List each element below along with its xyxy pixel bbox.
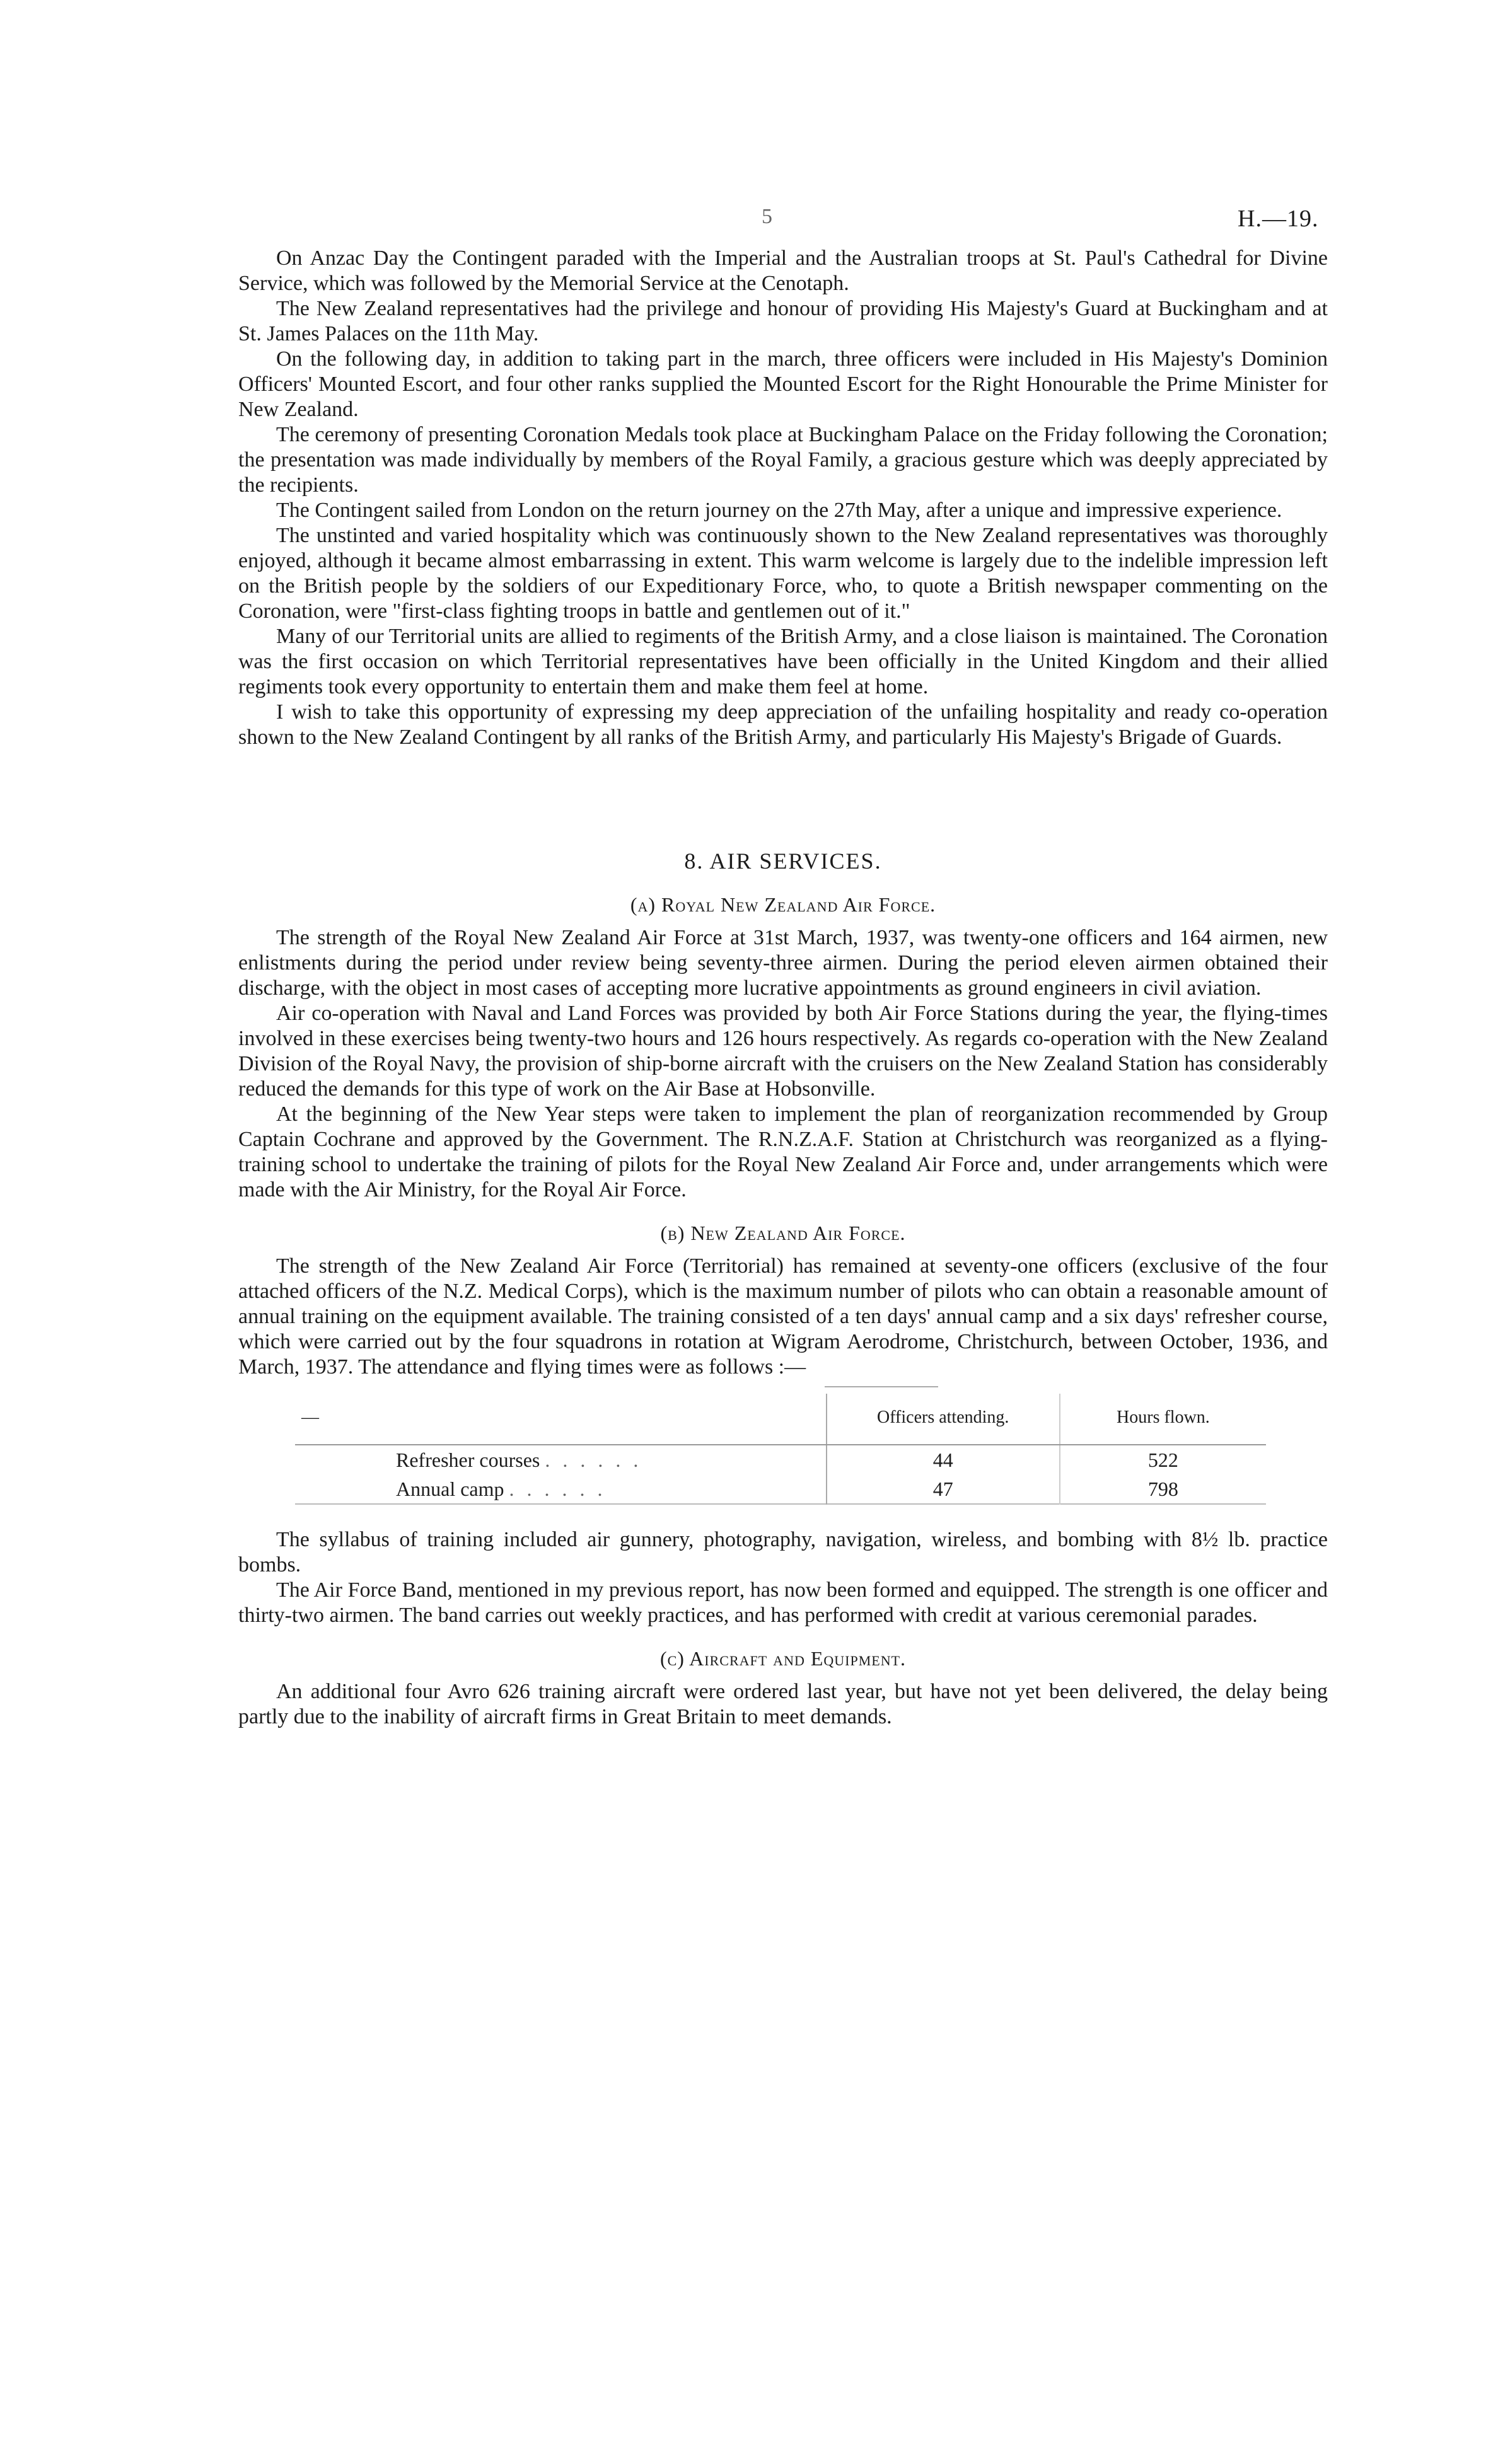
paragraph-avro-aircraft: An additional four Avro 626 training aircraft were ordered last year, but have not yet been delivered, the delay being partly due to the inability of aircraft firms in Great Britain to meet demands. [238,1680,1328,1728]
row-label-refresher: Refresher courses [396,1449,540,1471]
cell-officers-refresher: 44 [827,1445,1060,1474]
table-top-rule [825,1386,938,1387]
paragraph-air-cooperation: Air co-operation with Naval and Land Forces was provided by both Air Force Stations during the year, the flying-times involved in these exercises being twenty-two hours and 126 hours respectively. As regards co-operation with the New Zealand Division of the Royal Navy, the provision of ship-borne aircraft with the cruisers on the New Zealand Station has considerably reduced the demands for this type of work on the Air Base at Hobsonville. [238,1002,1328,1101]
paragraph-reorganization: At the beginning of the New Year steps were taken to implement the plan of reorganization recommended by Group Captain Cochrane and approved by the Government. The R.N.Z.A.F. Station at Christchurch was reorganized as a flying-training school to undertake the training of pilots for the Royal New Zealand Air Force and, under arrangements which were made with the Air Ministry, for the Royal Air Force. [238,1102,1328,1201]
leader-dots: . . . . . . [509,1478,607,1500]
table-cell-label [295,1445,827,1474]
page-header [0,205,1498,243]
section-heading-air-services: 8. AIR SERVICES. [684,848,882,874]
subheading-aircraft-equipment: (c) Aircraft and Equipment. [659,1647,907,1670]
paragraph-nzaf-strength: The strength of the New Zealand Air Force (Territorial) has remained at seventy-one officers (exclusive of the four attached officers of the N.Z. Medical Corps), which is the maximum number of pilots who can obtain a reasonable amount of annual training on the equipment available. The training consisted of a ten days' annual camp and a six days' refresher course, which were carried out by the four squadrons in rotation at Wigram Aerodrome, Christchurch, between October, 1936, and March, 1937. The attendance and flying times were as follows :— [238,1254,1328,1379]
table-header-row [295,1394,1266,1445]
table-bottom-rule [295,1504,1266,1518]
table-header-officers: Officers attending. [827,1394,1060,1445]
paragraph-rnzaf-strength: The strength of the Royal New Zealand Air Force at 31st March, 1937, was twenty-one officers and 164 airmen, new enlistments during the period under review being seventy-three airmen. During the period eleven airmen obtained their discharge, with the object in most cases of accepting more lucrative appointments as ground engineers in civil aviation. [238,926,1328,1000]
table-header-hours: Hours flown. [1060,1394,1266,1445]
paragraph-territorial-units: Many of our Territorial units are allied to regiments of the British Army, and a close liaison is maintained. The Coronation was the first occasion on which Territorial representatives have been officially in the United Kingdom and their allied regiments took every opportunity to entertain them and make them feel at home. [238,625,1328,698]
document-body [238,246,1328,1730]
subheading-nzaf: (b) New Zealand Air Force. [660,1222,906,1244]
paragraph-appreciation: I wish to take this opportunity of expressing my deep appreciation of the unfailing hospitality and ready co-operation shown to the New Zealand Contingent by all ranks of the British Army, and particularly His Majesty's Brigade of Guards. [238,700,1328,749]
cell-officers-annual-camp: 47 [827,1474,1060,1504]
row-label-annual-camp: Annual camp [396,1478,504,1500]
paragraph-anzac-day: On Anzac Day the Contingent paraded with the Imperial and the Australian troops at St. Paul's Cathedral for Divine Service, which was followed by the Memorial Service at the Cenotaph. [238,246,1328,295]
paragraph-coronation-medals: The ceremony of presenting Coronation Medals took place at Buckingham Palace on the Friday following the Coronation; the presentation was made individually by members of the Royal Family, a gracious gesture which was deeply appreciated by the recipients. [238,423,1328,497]
table-row [295,1445,1266,1474]
leader-dots: . . . . . . [545,1449,642,1471]
subheading-rnzaf: (a) Royal New Zealand Air Force. [630,893,936,916]
table-header-blank: — [295,1394,827,1445]
paragraph-syllabus: The syllabus of training included air gunnery, photography, navigation, wireless, and bombing with 8½ lb. practice bombs. [238,1528,1328,1576]
cell-hours-annual-camp: 798 [1060,1474,1266,1504]
document-reference: H.—19. [1238,205,1319,232]
paragraph-mounted-escort: On the following day, in addition to taking part in the march, three officers were included in His Majesty's Dominion Officers' Mounted Escort, and four other ranks supplied the Mounted Escort for the Right Honourable the Prime Minister for New Zealand. [238,347,1328,421]
page-number: 5 [762,205,772,228]
table-row [295,1474,1266,1504]
table-cell-label [295,1474,827,1504]
paragraph-return-journey: The Contingent sailed from London on the return journey on the 27th May, after a unique and impressive experience. [276,499,1282,522]
paragraph-hospitality: The unstinted and varied hospitality which was continuously shown to the New Zealand representatives was thoroughly enjoyed, although it became almost embarrassing in extent. This warm welcome is largely due to the indelible impression left on the British people by the soldiers of our Expeditionary Force, who, to quote a British newspaper commenting on the Coronation, were "first-class fighting troops in battle and gentlemen out of it." [238,524,1328,623]
paragraph-kings-guard: The New Zealand representatives had the privilege and honour of providing His Majesty's Guard at Buckingham and at St. James Palaces on the 11th May. [238,297,1328,345]
paragraph-air-force-band: The Air Force Band, mentioned in my previous report, has now been formed and equipped. The strength is one officer and thirty-two airmen. The band carries out weekly practices, and has performed with credit at various ceremonial parades. [238,1578,1328,1627]
attendance-table [295,1394,1266,1518]
cell-hours-refresher: 522 [1060,1445,1266,1474]
